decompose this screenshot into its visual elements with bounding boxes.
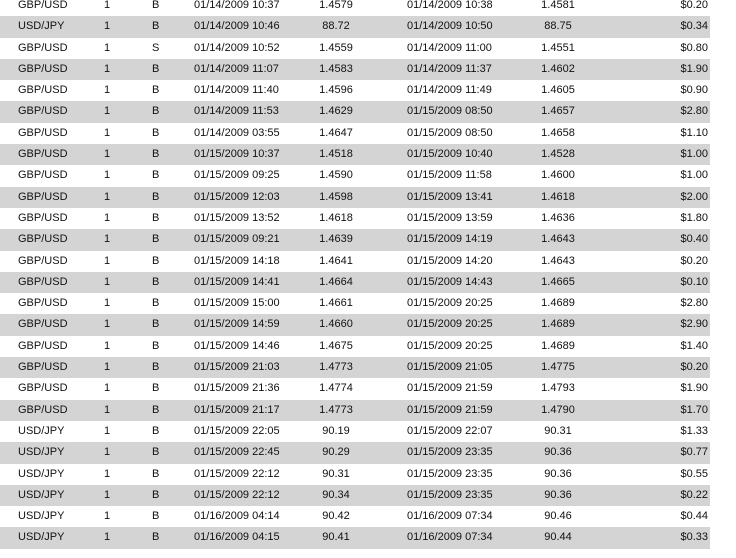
open-time-cell: 01/14/2009 03:55 <box>194 126 280 139</box>
side-cell: B <box>152 361 160 374</box>
close-time-cell: 01/16/2009 07:34 <box>407 510 493 523</box>
open-price-cell: 1.4774 <box>319 382 353 395</box>
open-time-cell: 01/15/2009 22:05 <box>194 424 280 437</box>
open-time-cell: 01/15/2009 09:21 <box>194 233 280 246</box>
table-row <box>0 187 710 208</box>
open-price-cell: 1.4675 <box>319 339 353 352</box>
close-price-cell: 90.46 <box>544 510 572 523</box>
open-price-cell: 1.4639 <box>319 233 353 246</box>
table-row <box>0 38 710 59</box>
quantity-cell: 1 <box>104 424 111 437</box>
quantity-cell: 1 <box>104 41 111 54</box>
close-price-cell: 1.4528 <box>541 148 575 161</box>
side-cell: B <box>152 190 160 203</box>
open-time-cell: 01/14/2009 11:53 <box>194 105 279 118</box>
table-row <box>0 314 710 335</box>
open-price-cell: 88.72 <box>322 20 350 33</box>
open-price-cell: 1.4590 <box>319 169 353 182</box>
side-cell: B <box>152 126 160 139</box>
close-time-cell: 01/15/2009 20:25 <box>407 318 493 331</box>
quantity-cell: 1 <box>104 84 111 97</box>
close-price-cell: 1.4689 <box>541 339 575 352</box>
open-price-cell: 1.4629 <box>319 105 353 118</box>
profit-cell: $0.90 <box>680 84 708 97</box>
table-row <box>0 251 710 272</box>
symbol-cell: GBP/USD <box>18 233 68 246</box>
table-row <box>0 442 710 463</box>
close-time-cell: 01/15/2009 13:59 <box>407 211 493 224</box>
quantity-cell: 1 <box>104 403 111 416</box>
close-time-cell: 01/15/2009 14:43 <box>407 275 493 288</box>
table-row <box>0 144 710 165</box>
symbol-cell: GBP/USD <box>18 105 68 118</box>
close-price-cell: 1.4790 <box>541 403 575 416</box>
symbol-cell: GBP/USD <box>18 382 68 395</box>
profit-cell: $0.55 <box>680 467 708 480</box>
close-time-cell: 01/15/2009 08:50 <box>407 105 493 118</box>
close-time-cell: 01/15/2009 20:25 <box>407 297 493 310</box>
symbol-cell: GBP/USD <box>18 84 68 97</box>
open-time-cell: 01/15/2009 10:37 <box>194 148 280 161</box>
symbol-cell: GBP/USD <box>18 254 68 267</box>
open-time-cell: 01/15/2009 21:36 <box>194 382 280 395</box>
open-time-cell: 01/15/2009 21:17 <box>194 403 280 416</box>
side-cell: B <box>152 424 160 437</box>
close-time-cell: 01/14/2009 10:50 <box>407 20 493 33</box>
open-price-cell: 1.4773 <box>319 403 353 416</box>
quantity-cell: 1 <box>104 275 111 288</box>
symbol-cell: GBP/USD <box>18 169 68 182</box>
profit-cell: $2.80 <box>680 297 708 310</box>
close-price-cell: 1.4665 <box>541 275 575 288</box>
close-time-cell: 01/15/2009 22:07 <box>407 424 493 437</box>
table-row <box>0 208 710 229</box>
close-price-cell: 90.36 <box>544 488 572 501</box>
open-time-cell: 01/14/2009 10:37 <box>194 0 280 11</box>
profit-cell: $0.44 <box>680 510 708 523</box>
open-price-cell: 1.4664 <box>319 275 353 288</box>
table-row <box>0 16 710 37</box>
symbol-cell: USD/JPY <box>18 467 65 480</box>
quantity-cell: 1 <box>104 20 111 33</box>
open-time-cell: 01/15/2009 15:00 <box>194 297 280 310</box>
quantity-cell: 1 <box>104 382 111 395</box>
profit-cell: $0.80 <box>680 41 708 54</box>
open-time-cell: 01/16/2009 04:15 <box>194 531 280 544</box>
close-price-cell: 1.4551 <box>541 41 575 54</box>
close-price-cell: 1.4618 <box>541 190 575 203</box>
open-price-cell: 1.4647 <box>319 126 353 139</box>
quantity-cell: 1 <box>104 169 111 182</box>
quantity-cell: 1 <box>104 531 111 544</box>
close-price-cell: 1.4775 <box>541 361 575 374</box>
quantity-cell: 1 <box>104 126 111 139</box>
side-cell: B <box>152 254 160 267</box>
open-price-cell: 1.4598 <box>319 190 353 203</box>
close-time-cell: 01/15/2009 13:41 <box>407 190 493 203</box>
side-cell: B <box>152 297 160 310</box>
close-price-cell: 90.36 <box>544 446 572 459</box>
open-time-cell: 01/16/2009 04:14 <box>194 510 280 523</box>
open-price-cell: 90.42 <box>322 510 350 523</box>
profit-cell: $1.00 <box>680 148 708 161</box>
side-cell: B <box>152 382 160 395</box>
side-cell: B <box>152 148 160 161</box>
open-price-cell: 1.4773 <box>319 361 353 374</box>
open-time-cell: 01/15/2009 22:12 <box>194 488 280 501</box>
close-price-cell: 1.4600 <box>541 169 575 182</box>
close-price-cell: 90.44 <box>544 531 572 544</box>
side-cell: B <box>152 275 160 288</box>
table-row <box>0 357 710 378</box>
side-cell: B <box>152 211 160 224</box>
open-time-cell: 01/14/2009 10:46 <box>194 20 280 33</box>
side-cell: B <box>152 233 160 246</box>
close-price-cell: 88.75 <box>544 20 572 33</box>
open-time-cell: 01/15/2009 22:12 <box>194 467 280 480</box>
close-price-cell: 1.4636 <box>541 211 575 224</box>
open-price-cell: 90.19 <box>322 424 350 437</box>
side-cell: B <box>152 467 160 480</box>
close-price-cell: 1.4643 <box>541 233 575 246</box>
symbol-cell: USD/JPY <box>18 20 65 33</box>
close-time-cell: 01/15/2009 23:35 <box>407 446 493 459</box>
quantity-cell: 1 <box>104 105 111 118</box>
quantity-cell: 1 <box>104 488 111 501</box>
profit-cell: $1.70 <box>680 403 708 416</box>
close-price-cell: 1.4602 <box>541 62 575 75</box>
close-time-cell: 01/14/2009 11:49 <box>407 84 492 97</box>
open-price-cell: 1.4579 <box>319 0 353 11</box>
profit-cell: $1.80 <box>680 211 708 224</box>
quantity-cell: 1 <box>104 233 111 246</box>
quantity-cell: 1 <box>104 62 111 75</box>
side-cell: B <box>152 84 160 97</box>
profit-cell: $1.40 <box>680 339 708 352</box>
symbol-cell: USD/JPY <box>18 424 65 437</box>
profit-cell: $2.00 <box>680 190 708 203</box>
close-price-cell: 1.4658 <box>541 126 575 139</box>
open-price-cell: 90.29 <box>322 446 350 459</box>
open-time-cell: 01/14/2009 11:07 <box>194 62 279 75</box>
profit-cell: $0.20 <box>680 0 708 11</box>
symbol-cell: GBP/USD <box>18 190 68 203</box>
symbol-cell: GBP/USD <box>18 318 68 331</box>
profit-cell: $2.90 <box>680 318 708 331</box>
open-price-cell: 90.34 <box>322 488 350 501</box>
profit-cell: $0.10 <box>680 275 708 288</box>
quantity-cell: 1 <box>104 467 111 480</box>
side-cell: B <box>152 446 160 459</box>
profit-cell: $0.40 <box>680 233 708 246</box>
close-price-cell: 1.4605 <box>541 84 575 97</box>
open-time-cell: 01/15/2009 09:25 <box>194 169 280 182</box>
table-row <box>0 0 710 16</box>
side-cell: B <box>152 169 160 182</box>
open-price-cell: 1.4518 <box>319 148 353 161</box>
open-price-cell: 1.4596 <box>319 84 353 97</box>
profit-cell: $2.80 <box>680 105 708 118</box>
symbol-cell: USD/JPY <box>18 488 65 501</box>
quantity-cell: 1 <box>104 211 111 224</box>
quantity-cell: 1 <box>104 148 111 161</box>
open-time-cell: 01/15/2009 14:59 <box>194 318 280 331</box>
close-time-cell: 01/14/2009 11:00 <box>407 41 492 54</box>
symbol-cell: USD/JPY <box>18 446 65 459</box>
table-row <box>0 80 710 101</box>
profit-cell: $1.10 <box>680 126 708 139</box>
close-time-cell: 01/15/2009 11:58 <box>407 169 492 182</box>
close-time-cell: 01/14/2009 10:38 <box>407 0 493 11</box>
table-row <box>0 527 710 548</box>
side-cell: S <box>152 41 160 54</box>
profit-cell: $0.20 <box>680 254 708 267</box>
open-time-cell: 01/15/2009 14:18 <box>194 254 280 267</box>
open-time-cell: 01/15/2009 21:03 <box>194 361 280 374</box>
profit-cell: $0.77 <box>680 446 708 459</box>
close-time-cell: 01/15/2009 20:25 <box>407 339 493 352</box>
open-price-cell: 1.4660 <box>319 318 353 331</box>
open-price-cell: 1.4583 <box>319 62 353 75</box>
profit-cell: $0.33 <box>680 531 708 544</box>
close-time-cell: 01/15/2009 21:05 <box>407 361 493 374</box>
close-price-cell: 1.4657 <box>541 105 575 118</box>
close-time-cell: 01/15/2009 14:19 <box>407 233 493 246</box>
profit-cell: $1.00 <box>680 169 708 182</box>
close-time-cell: 01/15/2009 08:50 <box>407 126 493 139</box>
close-time-cell: 01/15/2009 14:20 <box>407 254 493 267</box>
table-row <box>0 101 710 122</box>
quantity-cell: 1 <box>104 339 111 352</box>
symbol-cell: GBP/USD <box>18 403 68 416</box>
close-price-cell: 1.4793 <box>541 382 575 395</box>
open-price-cell: 90.41 <box>322 531 350 544</box>
profit-cell: $1.90 <box>680 382 708 395</box>
close-time-cell: 01/15/2009 23:35 <box>407 467 493 480</box>
quantity-cell: 1 <box>104 190 111 203</box>
symbol-cell: GBP/USD <box>18 0 68 11</box>
symbol-cell: USD/JPY <box>18 510 65 523</box>
open-time-cell: 01/14/2009 10:52 <box>194 41 280 54</box>
open-price-cell: 1.4618 <box>319 211 353 224</box>
quantity-cell: 1 <box>104 361 111 374</box>
profit-cell: $0.22 <box>680 488 708 501</box>
side-cell: B <box>152 20 160 33</box>
close-time-cell: 01/15/2009 23:35 <box>407 488 493 501</box>
open-time-cell: 01/15/2009 22:45 <box>194 446 280 459</box>
table-row <box>0 378 710 399</box>
side-cell: B <box>152 510 160 523</box>
open-time-cell: 01/14/2009 11:40 <box>194 84 279 97</box>
open-time-cell: 01/15/2009 13:52 <box>194 211 280 224</box>
table-row <box>0 59 710 80</box>
side-cell: B <box>152 403 160 416</box>
symbol-cell: GBP/USD <box>18 148 68 161</box>
symbol-cell: GBP/USD <box>18 211 68 224</box>
close-price-cell: 1.4689 <box>541 297 575 310</box>
quantity-cell: 1 <box>104 510 111 523</box>
table-row <box>0 336 710 357</box>
profit-cell: $0.20 <box>680 361 708 374</box>
profit-cell: $1.90 <box>680 62 708 75</box>
table-row <box>0 165 710 186</box>
close-price-cell: 90.31 <box>544 424 572 437</box>
table-row <box>0 506 710 527</box>
table-row <box>0 400 710 421</box>
symbol-cell: GBP/USD <box>18 275 68 288</box>
profit-cell: $0.34 <box>680 20 708 33</box>
symbol-cell: GBP/USD <box>18 339 68 352</box>
close-time-cell: 01/15/2009 21:59 <box>407 382 493 395</box>
close-time-cell: 01/15/2009 10:40 <box>407 148 493 161</box>
symbol-cell: GBP/USD <box>18 297 68 310</box>
close-time-cell: 01/16/2009 07:34 <box>407 531 493 544</box>
quantity-cell: 1 <box>104 254 111 267</box>
table-row <box>0 229 710 250</box>
side-cell: B <box>152 0 160 11</box>
open-time-cell: 01/15/2009 14:41 <box>194 275 280 288</box>
side-cell: B <box>152 105 160 118</box>
open-price-cell: 90.31 <box>322 467 350 480</box>
open-price-cell: 1.4661 <box>319 297 353 310</box>
quantity-cell: 1 <box>104 318 111 331</box>
quantity-cell: 1 <box>104 297 111 310</box>
symbol-cell: GBP/USD <box>18 126 68 139</box>
open-price-cell: 1.4641 <box>319 254 353 267</box>
symbol-cell: GBP/USD <box>18 41 68 54</box>
close-price-cell: 1.4643 <box>541 254 575 267</box>
open-price-cell: 1.4559 <box>319 41 353 54</box>
table-row <box>0 485 710 506</box>
quantity-cell: 1 <box>104 0 111 11</box>
side-cell: B <box>152 62 160 75</box>
open-time-cell: 01/15/2009 14:46 <box>194 339 280 352</box>
table-row <box>0 421 710 442</box>
close-price-cell: 1.4689 <box>541 318 575 331</box>
table-row <box>0 123 710 144</box>
close-price-cell: 1.4581 <box>541 0 575 11</box>
side-cell: B <box>152 339 160 352</box>
symbol-cell: USD/JPY <box>18 531 65 544</box>
open-time-cell: 01/15/2009 12:03 <box>194 190 280 203</box>
close-price-cell: 90.36 <box>544 467 572 480</box>
side-cell: B <box>152 488 160 501</box>
profit-cell: $1.33 <box>680 424 708 437</box>
side-cell: B <box>152 318 160 331</box>
side-cell: B <box>152 531 160 544</box>
close-time-cell: 01/15/2009 21:59 <box>407 403 493 416</box>
table-row <box>0 293 710 314</box>
symbol-cell: GBP/USD <box>18 361 68 374</box>
symbol-cell: GBP/USD <box>18 62 68 75</box>
quantity-cell: 1 <box>104 446 111 459</box>
close-time-cell: 01/14/2009 11:37 <box>407 62 492 75</box>
table-row <box>0 272 710 293</box>
table-row <box>0 464 710 485</box>
